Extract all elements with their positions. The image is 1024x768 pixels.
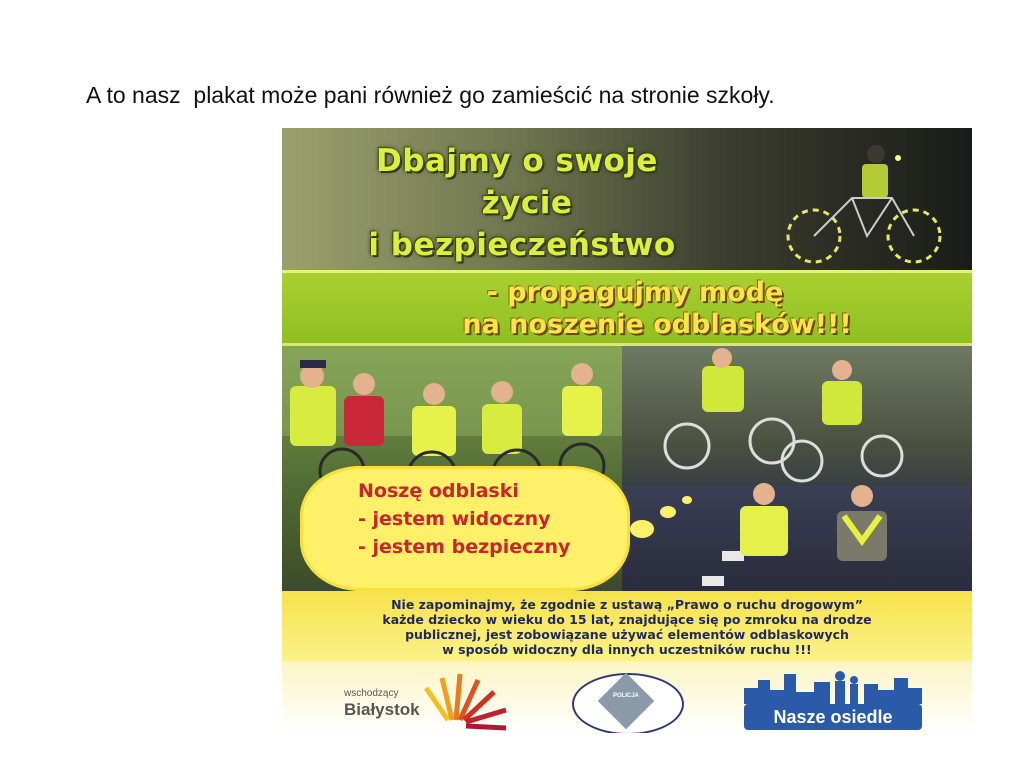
thought-bubble [630, 520, 654, 538]
slogan-line-1: - propagujmy modę [486, 277, 784, 308]
osiedle-logo-label: Nasze osiedle [744, 704, 922, 730]
thought-bubble [682, 496, 692, 504]
kids-with-reflectors-illustration [622, 346, 972, 591]
law-line-4: w sposób widoczny dla innych uczestników ruchu !!! [442, 642, 812, 657]
cloud-text-line-3: - jestem bezpieczny [358, 536, 571, 558]
thought-bubble [660, 506, 676, 518]
law-line-3: publicznej, jest zobowiązane używać elementów odblaskowych [405, 627, 849, 642]
thought-cloud [300, 466, 630, 591]
osiedle-skyline-icon [744, 668, 922, 704]
poster-image [282, 128, 972, 733]
law-line-2: każde dziecko w wieku do 15 lat, znajdujące się po zmroku na drodze [382, 612, 872, 627]
headline-line-1: Dbajmy o swoje [376, 143, 658, 179]
bialystok-sun-logo-icon [402, 664, 512, 733]
poster-header [282, 128, 972, 270]
slogan-line-2: na noszenie odblasków!!! [462, 309, 852, 340]
headline-line-3: i bezpieczeństwo [368, 227, 676, 263]
slogan-band [282, 270, 972, 346]
police-badge-label: POLICJA [612, 693, 639, 699]
law-notice [282, 591, 972, 661]
headline-line-2: życie [481, 185, 573, 221]
bialystok-logo-title: Białystok [344, 700, 420, 719]
bialystok-logo-subtitle: wschodzący [344, 688, 399, 699]
cloud-text-line-2: - jestem widoczny [358, 508, 551, 530]
law-line-1: Nie zapominajmy, że zgodnie z ustawą „Prawo o ruchu drogowym” [391, 597, 863, 612]
slide-caption: A to nasz plakat może pani również go zamieścić na stronie szkoły. [86, 82, 775, 108]
cloud-text-line-1: Noszę odblaski [358, 480, 519, 502]
